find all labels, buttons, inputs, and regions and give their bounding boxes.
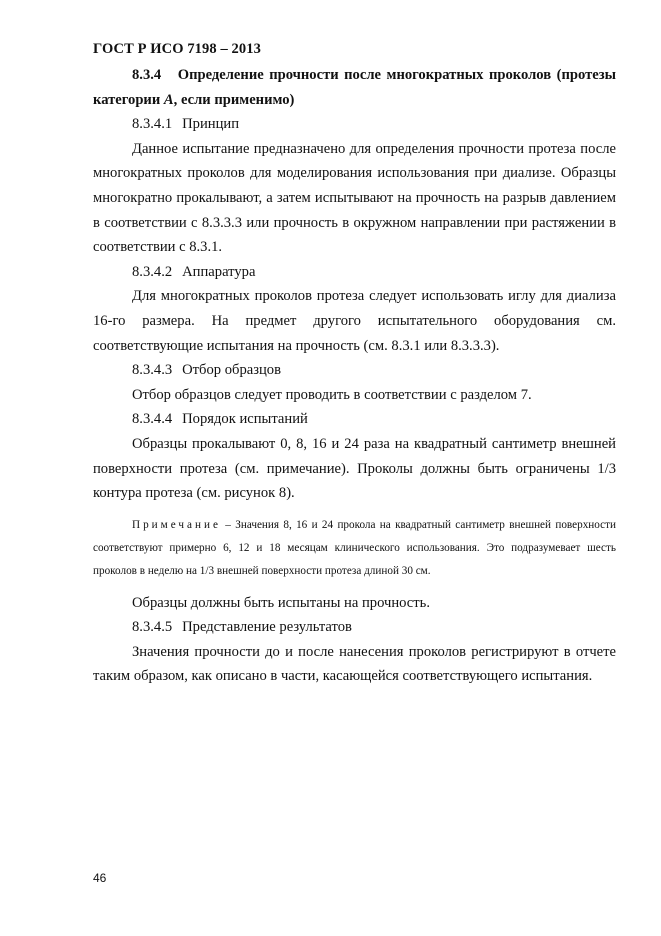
subsection-paragraph-5: Значения прочности до и после нанесения проколов регистрируют в отчете таким образом, как описано в части, касающейся соответствующего испытания.	[93, 643, 616, 685]
subsection-number: 8.3.4.1	[132, 116, 173, 133]
document-header: ГОСТ Р ИСО 7198 – 2013	[93, 41, 261, 57]
subsection-title: Порядок испытаний	[182, 411, 308, 428]
subsection-title: Принцип	[182, 116, 240, 133]
section-title-part1: Определение прочности после многократных проколов (протезы категории	[93, 67, 616, 108]
note-text: – Значения 8, 16 и 24 прокола на квадратный сантиметр внешней поверхности соответствуют примерно 6, 12 и 18 месяцам клинического использования. Это подразумевает шесть проколов в неделю на 1/3 внешней поверхности протеза длиной 30 см.	[93, 518, 616, 577]
subsection-heading-4	[93, 407, 616, 432]
section-heading-8-3-4	[93, 63, 616, 112]
page-number: 46	[93, 871, 107, 885]
subsection-number: 8.3.4.4	[132, 411, 173, 428]
document-body	[93, 63, 616, 689]
subsection-heading-1	[93, 112, 616, 137]
subsection-paragraph-3: Отбор образцов следует проводить в соответствии с разделом 7.	[132, 386, 532, 403]
subsection-number: 8.3.4.2	[132, 263, 173, 280]
subsection-paragraph-2: Для многократных проколов протеза следует использовать иглу для диализа 16-го размера. На предмет другого испытательного оборудования см. соответствующие испытания на прочность (см. 8.3.1 или 8.3.3.3).	[93, 288, 616, 354]
subsection-heading-3	[93, 358, 616, 383]
subsection-title: Отбор образцов	[182, 362, 281, 379]
subsection-number: 8.3.4.5	[132, 619, 173, 636]
subsection-paragraph-4: Образцы прокалывают 0, 8, 16 и 24 раза на квадратный сантиметр внешней поверхности протеза (см. примечание). Проколы должны быть ограничены 1/3 контура протеза (см. рисунок 8).	[93, 435, 616, 502]
subsection-title: Аппаратура	[182, 263, 256, 280]
subsection-paragraph-1: Данное испытание предназначено для определения прочности протеза после многократных проколов для моделирования использования при диализе. Образцы многократно прокалывают, а затем испытывают на прочность на разрыв давлением в соответствии с 8.3.3.3 или прочность в окружном направлении при растяжении в соответствии с 8.3.1.	[93, 140, 616, 256]
subsection-heading-2	[93, 260, 616, 285]
subsection-number: 8.3.4.3	[132, 362, 173, 379]
section-title-part2: , если применимо)	[173, 91, 295, 108]
note-label: Примечание	[132, 518, 221, 531]
subsection-title: Представление результатов	[182, 619, 352, 636]
note	[93, 514, 616, 583]
section-title-italic: A	[163, 91, 174, 108]
section-number: 8.3.4	[132, 67, 162, 83]
subsection-heading-5	[93, 615, 616, 640]
subsection-paragraph-4b: Образцы должны быть испытаны на прочность.	[132, 594, 430, 611]
